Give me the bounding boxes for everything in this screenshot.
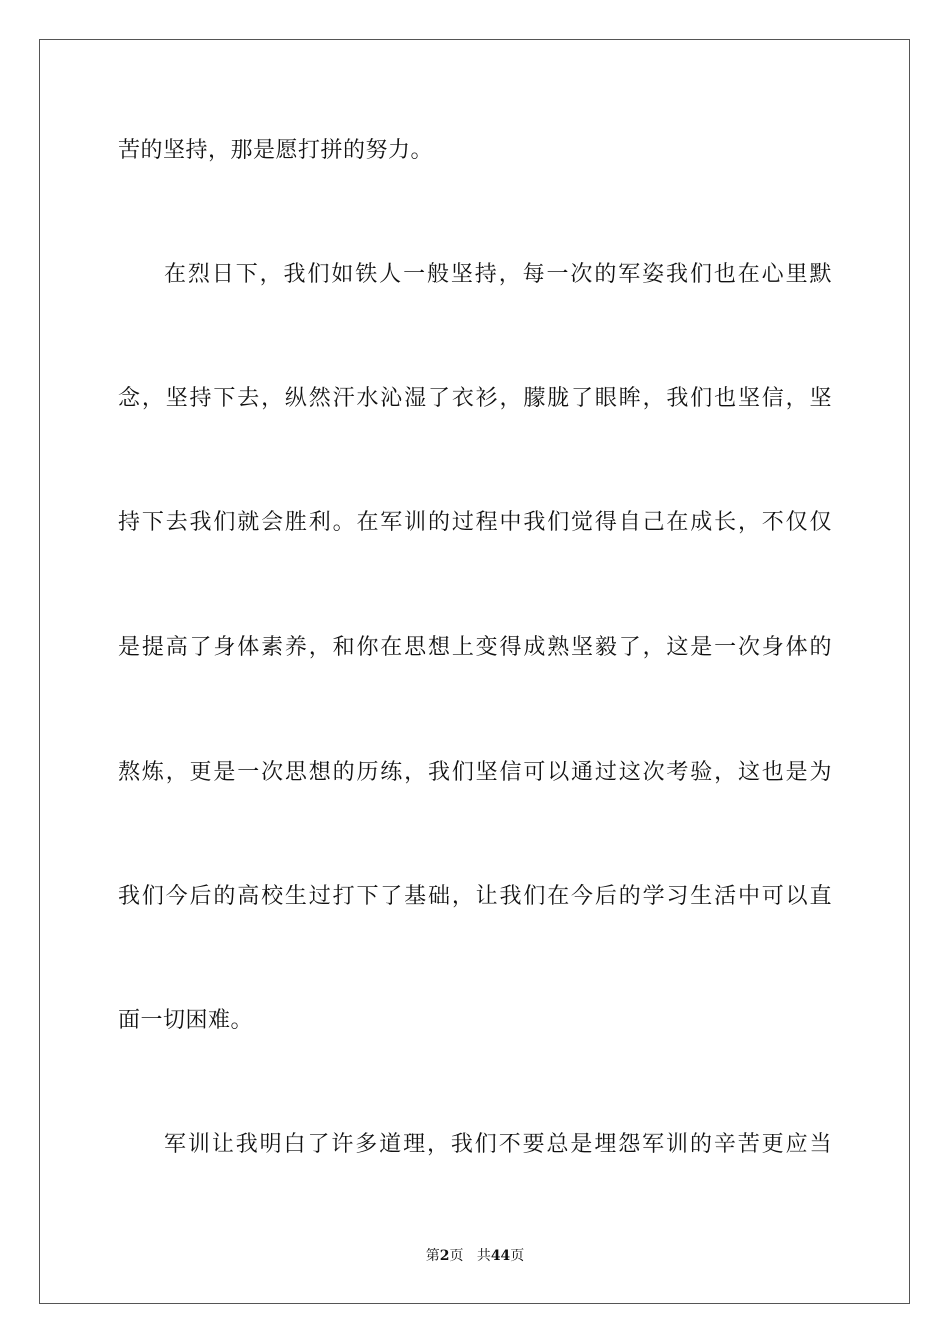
text-line: 持下去我们就会胜利。在军训的过程中我们觉得自己在成长，不仅仅 [118, 510, 832, 535]
paragraph-start-line: 在烈日下，我们如铁人一般坚持，每一次的军姿我们也在心里默 [164, 262, 832, 287]
total-label-suffix: 页 [510, 1248, 525, 1264]
text-line: 熬炼，更是一次思想的历练，我们坚信可以通过这次考验，这也是为 [118, 760, 832, 785]
text-line: 苦的坚持，那是愿打拼的努力。 [118, 138, 434, 163]
paragraph-start-line: 军训让我明白了许多道理，我们不要总是埋怨军训的辛苦更应当 [164, 1132, 832, 1157]
text-line: 我们今后的高校生过打下了基础，让我们在今后的学习生活中可以直 [118, 884, 832, 909]
total-page-count: 44 [490, 1248, 511, 1264]
page-border [39, 39, 910, 1304]
text-line: 面一切困难。 [118, 1008, 254, 1033]
text-line: 念，坚持下去，纵然汗水沁湿了衣衫，朦胧了眼眸，我们也坚信，坚 [118, 386, 832, 411]
page-label-suffix: 页 [449, 1248, 464, 1264]
current-page-number: 2 [439, 1248, 450, 1264]
page-footer [0, 1246, 950, 1266]
page-label-prefix: 第 [425, 1248, 440, 1264]
text-line: 是提高了身体素养，和你在思想上变得成熟坚毅了，这是一次身体的 [118, 635, 832, 660]
total-label-prefix: 共 [476, 1248, 491, 1264]
